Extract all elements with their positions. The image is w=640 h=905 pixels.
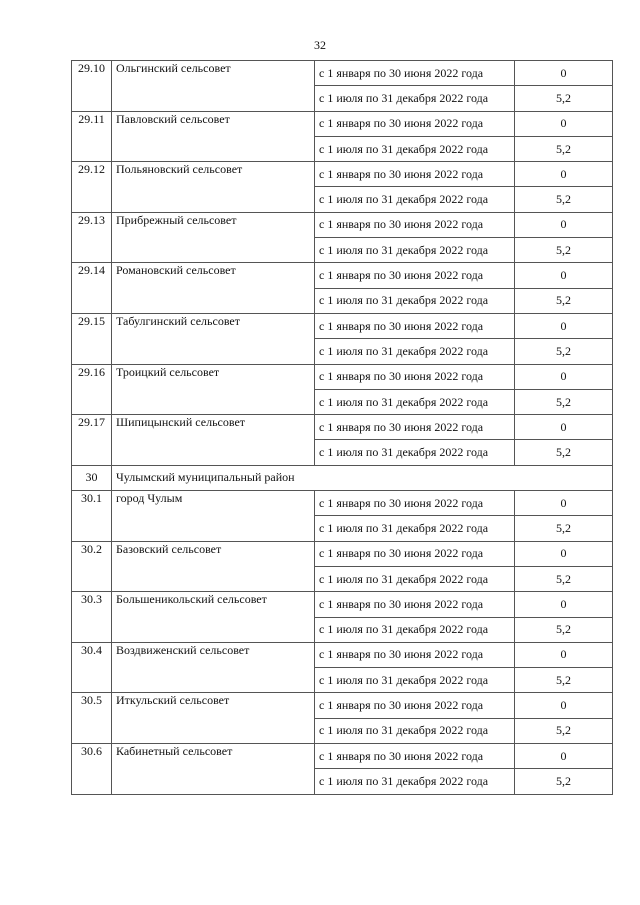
row-number: 30.2 xyxy=(72,541,112,592)
table-row xyxy=(72,263,613,288)
rate-cell: 5,2 xyxy=(515,389,613,414)
rate-cell: 0 xyxy=(515,541,613,566)
table-row xyxy=(72,693,613,718)
rate-cell: 5,2 xyxy=(515,187,613,212)
period-cell: с 1 июля по 31 декабря 2022 года xyxy=(315,566,515,591)
municipality-name: Романовский сельсовет xyxy=(112,263,315,314)
period-cell: с 1 января по 30 июня 2022 года xyxy=(315,263,515,288)
period-cell: с 1 июля по 31 декабря 2022 года xyxy=(315,339,515,364)
period-cell: с 1 июля по 31 декабря 2022 года xyxy=(315,136,515,161)
table-row xyxy=(72,592,613,617)
row-number: 30 xyxy=(72,465,112,490)
period-cell: с 1 января по 30 июня 2022 года xyxy=(315,693,515,718)
row-number: 29.13 xyxy=(72,212,112,263)
rate-cell: 0 xyxy=(515,61,613,86)
rate-cell: 0 xyxy=(515,592,613,617)
municipality-name: город Чулым xyxy=(112,491,315,542)
period-cell: с 1 января по 30 июня 2022 года xyxy=(315,642,515,667)
row-number: 30.4 xyxy=(72,642,112,693)
period-cell: с 1 января по 30 июня 2022 года xyxy=(315,491,515,516)
rate-cell: 0 xyxy=(515,693,613,718)
table-row xyxy=(72,642,613,667)
municipality-name: Базовский сельсовет xyxy=(112,541,315,592)
rate-cell: 5,2 xyxy=(515,136,613,161)
row-number: 30.6 xyxy=(72,744,112,795)
municipality-name: Шипицынский сельсовет xyxy=(112,415,315,466)
period-cell: с 1 января по 30 июня 2022 года xyxy=(315,541,515,566)
table-row xyxy=(72,491,613,516)
rate-cell: 5,2 xyxy=(515,718,613,743)
rate-cell: 0 xyxy=(515,744,613,769)
table-row xyxy=(72,541,613,566)
period-cell: с 1 января по 30 июня 2022 года xyxy=(315,313,515,338)
table-row xyxy=(72,61,613,86)
rate-cell: 5,2 xyxy=(515,339,613,364)
row-number: 30.1 xyxy=(72,491,112,542)
rate-cell: 5,2 xyxy=(515,769,613,794)
rate-cell: 5,2 xyxy=(515,238,613,263)
period-cell: с 1 января по 30 июня 2022 года xyxy=(315,744,515,769)
page-number: 32 xyxy=(314,38,326,52)
district-row xyxy=(72,465,613,490)
tariff-table xyxy=(71,60,613,795)
period-cell: с 1 июля по 31 декабря 2022 года xyxy=(315,389,515,414)
period-cell: с 1 января по 30 июня 2022 года xyxy=(315,364,515,389)
period-cell: с 1 июля по 31 декабря 2022 года xyxy=(315,86,515,111)
period-cell: с 1 января по 30 июня 2022 года xyxy=(315,162,515,187)
rate-cell: 5,2 xyxy=(515,617,613,642)
period-cell: с 1 января по 30 июня 2022 года xyxy=(315,111,515,136)
district-name: Чулымский муниципальный район xyxy=(112,465,613,490)
municipality-name: Иткульский сельсовет xyxy=(112,693,315,744)
tariff-table-body xyxy=(72,61,613,795)
table-row xyxy=(72,111,613,136)
period-cell: с 1 января по 30 июня 2022 года xyxy=(315,61,515,86)
table-row xyxy=(72,415,613,440)
row-number: 30.3 xyxy=(72,592,112,643)
municipality-name: Ольгинский сельсовет xyxy=(112,61,315,112)
rate-cell: 0 xyxy=(515,364,613,389)
rate-cell: 0 xyxy=(515,263,613,288)
table-row xyxy=(72,364,613,389)
period-cell: с 1 июля по 31 декабря 2022 года xyxy=(315,288,515,313)
table-row xyxy=(72,212,613,237)
period-cell: с 1 июля по 31 декабря 2022 года xyxy=(315,668,515,693)
rate-cell: 5,2 xyxy=(515,516,613,541)
period-cell: с 1 июля по 31 декабря 2022 года xyxy=(315,440,515,465)
rate-cell: 0 xyxy=(515,415,613,440)
municipality-name: Троицкий сельсовет xyxy=(112,364,315,415)
period-cell: с 1 января по 30 июня 2022 года xyxy=(315,592,515,617)
municipality-name: Табулгинский сельсовет xyxy=(112,313,315,364)
table-row xyxy=(72,313,613,338)
rate-cell: 5,2 xyxy=(515,288,613,313)
period-cell: с 1 июля по 31 декабря 2022 года xyxy=(315,769,515,794)
rate-cell: 0 xyxy=(515,111,613,136)
rate-cell: 0 xyxy=(515,162,613,187)
period-cell: с 1 января по 30 июня 2022 года xyxy=(315,212,515,237)
municipality-name: Большеникольский сельсовет xyxy=(112,592,315,643)
table-row xyxy=(72,744,613,769)
municipality-name: Польяновский сельсовет xyxy=(112,162,315,213)
rate-cell: 0 xyxy=(515,491,613,516)
period-cell: с 1 июля по 31 декабря 2022 года xyxy=(315,238,515,263)
municipality-name: Прибрежный сельсовет xyxy=(112,212,315,263)
rate-cell: 5,2 xyxy=(515,668,613,693)
rate-cell: 5,2 xyxy=(515,566,613,591)
municipality-name: Павловский сельсовет xyxy=(112,111,315,162)
rate-cell: 0 xyxy=(515,212,613,237)
period-cell: с 1 июля по 31 декабря 2022 года xyxy=(315,187,515,212)
rate-cell: 0 xyxy=(515,642,613,667)
municipality-name: Воздвиженский сельсовет xyxy=(112,642,315,693)
rate-cell: 0 xyxy=(515,313,613,338)
row-number: 29.15 xyxy=(72,313,112,364)
row-number: 29.11 xyxy=(72,111,112,162)
period-cell: с 1 июля по 31 декабря 2022 года xyxy=(315,516,515,541)
row-number: 30.5 xyxy=(72,693,112,744)
rate-cell: 5,2 xyxy=(515,86,613,111)
row-number: 29.12 xyxy=(72,162,112,213)
rate-cell: 5,2 xyxy=(515,440,613,465)
table-row xyxy=(72,162,613,187)
period-cell: с 1 января по 30 июня 2022 года xyxy=(315,415,515,440)
period-cell: с 1 июля по 31 декабря 2022 года xyxy=(315,718,515,743)
row-number: 29.10 xyxy=(72,61,112,112)
row-number: 29.16 xyxy=(72,364,112,415)
row-number: 29.17 xyxy=(72,415,112,466)
row-number: 29.14 xyxy=(72,263,112,314)
period-cell: с 1 июля по 31 декабря 2022 года xyxy=(315,617,515,642)
municipality-name: Кабинетный сельсовет xyxy=(112,744,315,795)
